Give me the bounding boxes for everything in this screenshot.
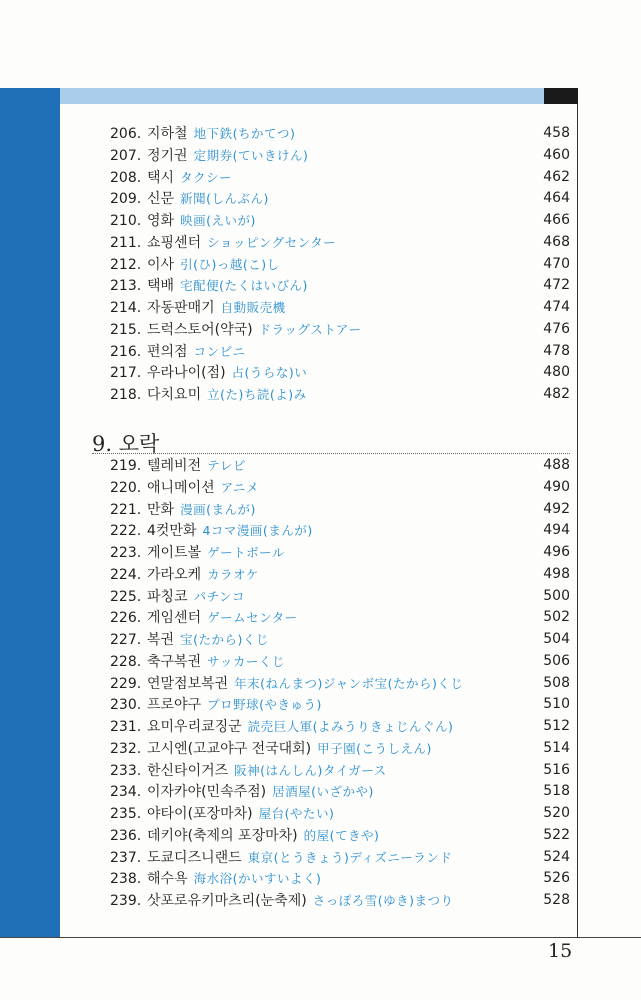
entry-japanese-title: ゲートボール: [207, 545, 285, 560]
entry-page-number: 480: [543, 364, 570, 381]
entry-number: 210.: [110, 213, 142, 229]
entry-number: 207.: [110, 147, 142, 164]
entry-japanese-title: 屋台(やたい): [258, 806, 335, 821]
entry-page-number: 498: [543, 565, 570, 582]
entry-page-number: 494: [543, 522, 570, 539]
entry-page-number: 470: [543, 255, 570, 272]
entry-page-number: 514: [543, 739, 570, 756]
entry-number: 239.: [110, 893, 142, 909]
entry-korean-title: 연말점보복권: [147, 675, 229, 692]
entry-korean-title: 야타이(포장마차): [147, 806, 253, 822]
entry-page-number: 472: [543, 277, 570, 294]
toc-entry: [110, 694, 570, 716]
entry-number: 225.: [110, 588, 142, 605]
entry-number: 221.: [110, 501, 142, 518]
entry-number: 227.: [110, 632, 142, 648]
entry-number: 219.: [110, 458, 142, 474]
entry-korean-title: 택시: [147, 169, 175, 186]
toc-entry: [110, 232, 570, 254]
entry-number: 206.: [110, 126, 142, 142]
entry-japanese-title: アニメ: [220, 479, 260, 495]
entry-page-number: 460: [543, 146, 570, 163]
entry-page-number: 504: [543, 631, 570, 647]
entry-korean-title: 이자카야(민속주점): [147, 784, 267, 801]
toc-entry: [110, 362, 570, 384]
page-number: 15: [548, 940, 573, 962]
entry-number: 209.: [110, 191, 142, 208]
entry-korean-title: 게이트볼: [147, 545, 202, 561]
entry-number: 234.: [110, 784, 142, 801]
toc-entry: [110, 803, 570, 825]
toc-entry: [110, 275, 570, 297]
entry-japanese-title: 海水浴(かいすいよく): [193, 871, 322, 887]
entry-japanese-title: 年末(ねんまつ)ジャンボ宝(たから)くじ: [234, 675, 464, 691]
entry-page-number: 522: [543, 826, 570, 843]
entry-number: 214.: [110, 300, 142, 316]
entry-japanese-title: プロ野球(やきゅう): [207, 697, 322, 713]
entry-japanese-title: 新聞(しんぶん): [180, 191, 269, 207]
entry-korean-title: 축구복권: [147, 653, 202, 670]
entry-japanese-title: 占(うらな)い: [231, 365, 308, 381]
entry-japanese-title: 定期券(ていきけん): [193, 147, 309, 163]
entry-japanese-title: サッカーくじ: [207, 653, 285, 669]
left-blue-bar: [0, 88, 60, 938]
toc-entry: [110, 586, 570, 608]
entry-korean-title: 신문: [147, 191, 175, 208]
entry-korean-title: 택배: [147, 278, 175, 295]
entry-japanese-title: 4コマ漫画(まんが): [202, 523, 313, 539]
toc-entry: [110, 825, 570, 847]
entry-korean-title: 쇼핑센터: [147, 234, 202, 251]
entry-korean-title: 복권: [147, 632, 175, 648]
entry-page-number: 500: [543, 587, 570, 604]
toc-entry: [110, 607, 570, 629]
entry-japanese-title: ゲームセンター: [207, 610, 298, 626]
entry-page-number: 516: [543, 761, 570, 778]
entry-number: 216.: [110, 343, 142, 360]
toc-entry: [110, 341, 570, 363]
entry-japanese-title: 居酒屋(いざかや): [272, 784, 374, 800]
entry-number: 211.: [110, 234, 142, 251]
toc-entry: [110, 297, 570, 319]
entry-korean-title: 다치요미: [147, 387, 202, 403]
entry-korean-title: 이사: [147, 256, 175, 273]
toc-entry: [110, 477, 570, 499]
entry-page-number: 458: [543, 125, 570, 141]
entry-japanese-title: タクシー: [180, 169, 233, 185]
toc-entry: [110, 868, 570, 890]
entry-japanese-title: 東京(とうきょう)ディズニーランド: [247, 849, 453, 865]
toc-entry: [110, 651, 570, 673]
entry-number: 230.: [110, 697, 142, 714]
toc-list-group2: [110, 455, 570, 912]
right-rule: [577, 104, 578, 938]
entry-page-number: 512: [543, 718, 570, 734]
entry-korean-title: 프로야구: [147, 697, 202, 714]
toc-entry: [110, 167, 570, 189]
toc-entry: [110, 629, 570, 651]
entry-page-number: 474: [543, 299, 570, 315]
top-light-blue-band: [60, 88, 544, 104]
entry-korean-title: 한신타이거즈: [147, 762, 229, 779]
entry-number: 226.: [110, 610, 142, 627]
entry-number: 231.: [110, 719, 142, 735]
entry-korean-title: 고시엔(고교야구 전국대회): [147, 740, 312, 757]
toc-entry: [110, 520, 570, 542]
entry-page-number: 466: [543, 212, 570, 228]
entry-number: 215.: [110, 321, 142, 338]
entry-japanese-title: さっぽろ雪(ゆき)まつり: [312, 893, 454, 908]
entry-korean-title: 영화: [147, 213, 175, 229]
entry-korean-title: 데키야(축제의 포장마차): [147, 827, 298, 844]
entry-number: 229.: [110, 675, 142, 692]
section-title: 9. 오락: [92, 432, 160, 456]
entry-page-number: 490: [543, 478, 570, 495]
entry-page-number: 496: [543, 544, 570, 560]
entry-number: 228.: [110, 653, 142, 670]
entry-korean-title: 삿포로유키마츠리(눈축제): [147, 893, 307, 909]
entry-korean-title: 자동판매기: [147, 300, 215, 316]
entry-korean-title: 지하철: [147, 126, 188, 142]
entry-japanese-title: 宝(たから)くじ: [180, 632, 269, 647]
entry-number: 233.: [110, 762, 142, 779]
toc-entry: [110, 738, 570, 760]
entry-number: 236.: [110, 827, 142, 844]
entry-japanese-title: 読売巨人軍(よみうりきょじんぐん): [247, 719, 454, 734]
entry-korean-title: 편의점: [147, 343, 188, 360]
entry-korean-title: 애니메이션: [147, 479, 215, 496]
entry-japanese-title: 阪神(はんしん)タイガース: [234, 762, 387, 778]
entry-page-number: 510: [543, 696, 570, 713]
entry-japanese-title: 宅配便(たくはいびん): [180, 278, 308, 294]
entry-japanese-title: 映画(えいが): [180, 213, 256, 228]
entry-korean-title: 정기권: [147, 147, 188, 164]
top-dark-block: [544, 88, 578, 104]
entry-japanese-title: カラオケ: [207, 566, 259, 582]
entry-korean-title: 텔레비전: [147, 458, 202, 474]
entry-page-number: 476: [543, 320, 570, 337]
entry-number: 235.: [110, 806, 142, 822]
toc-entry: [110, 145, 570, 167]
entry-page-number: 478: [543, 342, 570, 359]
toc-entry: [110, 254, 570, 276]
toc-entry: [110, 716, 570, 738]
entry-japanese-title: コンビニ: [193, 343, 246, 359]
entry-japanese-title: 立(た)ち読(よ)み: [207, 387, 307, 402]
entry-number: 213.: [110, 278, 142, 295]
entry-page-number: 492: [543, 500, 570, 517]
toc-entry: [110, 542, 570, 564]
toc-entry: [110, 760, 570, 782]
entry-number: 222.: [110, 523, 142, 540]
toc-list-group1: [110, 123, 570, 406]
entry-page-number: 488: [543, 457, 570, 473]
entry-japanese-title: 自動販売機: [220, 300, 286, 315]
toc-entry: [110, 188, 570, 210]
entry-number: 223.: [110, 545, 142, 561]
entry-japanese-title: 甲子園(こうしえん): [317, 740, 432, 756]
entry-number: 237.: [110, 849, 142, 866]
entry-japanese-title: ショッピングセンター: [207, 234, 337, 250]
section-divider: [92, 453, 570, 454]
toc-entry: [110, 123, 570, 145]
entry-number: 218.: [110, 387, 142, 403]
entry-korean-title: 요미우리쿄징군: [147, 719, 242, 735]
entry-page-number: 518: [543, 783, 570, 800]
entry-page-number: 506: [543, 652, 570, 669]
entry-korean-title: 도쿄디즈니랜드: [147, 849, 242, 866]
entry-japanese-title: 漫画(まんが): [180, 501, 256, 517]
entry-page-number: 528: [543, 892, 570, 908]
entry-number: 224.: [110, 566, 142, 583]
entry-korean-title: 드럭스토어(약국): [147, 321, 253, 338]
entry-japanese-title: 的屋(てきや): [303, 827, 380, 843]
entry-korean-title: 4컷만화: [147, 523, 197, 540]
entry-page-number: 520: [543, 805, 570, 821]
entry-page-number: 468: [543, 233, 570, 250]
entry-page-number: 482: [543, 386, 570, 402]
entry-japanese-title: 引(ひ)っ越(こ)し: [180, 256, 280, 272]
toc-entry: [110, 319, 570, 341]
entry-korean-title: 파칭코: [147, 588, 188, 605]
entry-number: 232.: [110, 740, 142, 757]
toc-entry: [110, 455, 570, 477]
toc-entry: [110, 847, 570, 869]
entry-number: 212.: [110, 256, 142, 273]
entry-korean-title: 가라오케: [147, 566, 202, 583]
toc-entry: [110, 781, 570, 803]
entry-japanese-title: パチンコ: [193, 588, 245, 604]
bottom-rule: [0, 937, 641, 938]
toc-entry: [110, 564, 570, 586]
toc-entry: [110, 890, 570, 912]
entry-korean-title: 우라나이(점): [147, 365, 226, 382]
entry-number: 217.: [110, 365, 142, 382]
toc-entry: [110, 210, 570, 232]
entry-japanese-title: テレビ: [207, 458, 246, 473]
entry-page-number: 526: [543, 870, 570, 887]
entry-korean-title: 게임센터: [147, 610, 202, 627]
entry-page-number: 502: [543, 609, 570, 626]
entry-japanese-title: ドラッグストアー: [258, 321, 362, 337]
toc-entry: [110, 384, 570, 406]
toc-entry: [110, 673, 570, 695]
entry-korean-title: 만화: [147, 501, 175, 518]
entry-korean-title: 해수욕: [147, 871, 188, 888]
entry-japanese-title: 地下鉄(ちかてつ): [193, 126, 296, 141]
entry-page-number: 462: [543, 168, 570, 185]
toc-entry: [110, 499, 570, 521]
entry-number: 220.: [110, 479, 142, 496]
entry-page-number: 508: [543, 674, 570, 691]
entry-page-number: 524: [543, 848, 570, 865]
entry-page-number: 464: [543, 190, 570, 207]
entry-number: 208.: [110, 169, 142, 186]
entry-number: 238.: [110, 871, 142, 888]
